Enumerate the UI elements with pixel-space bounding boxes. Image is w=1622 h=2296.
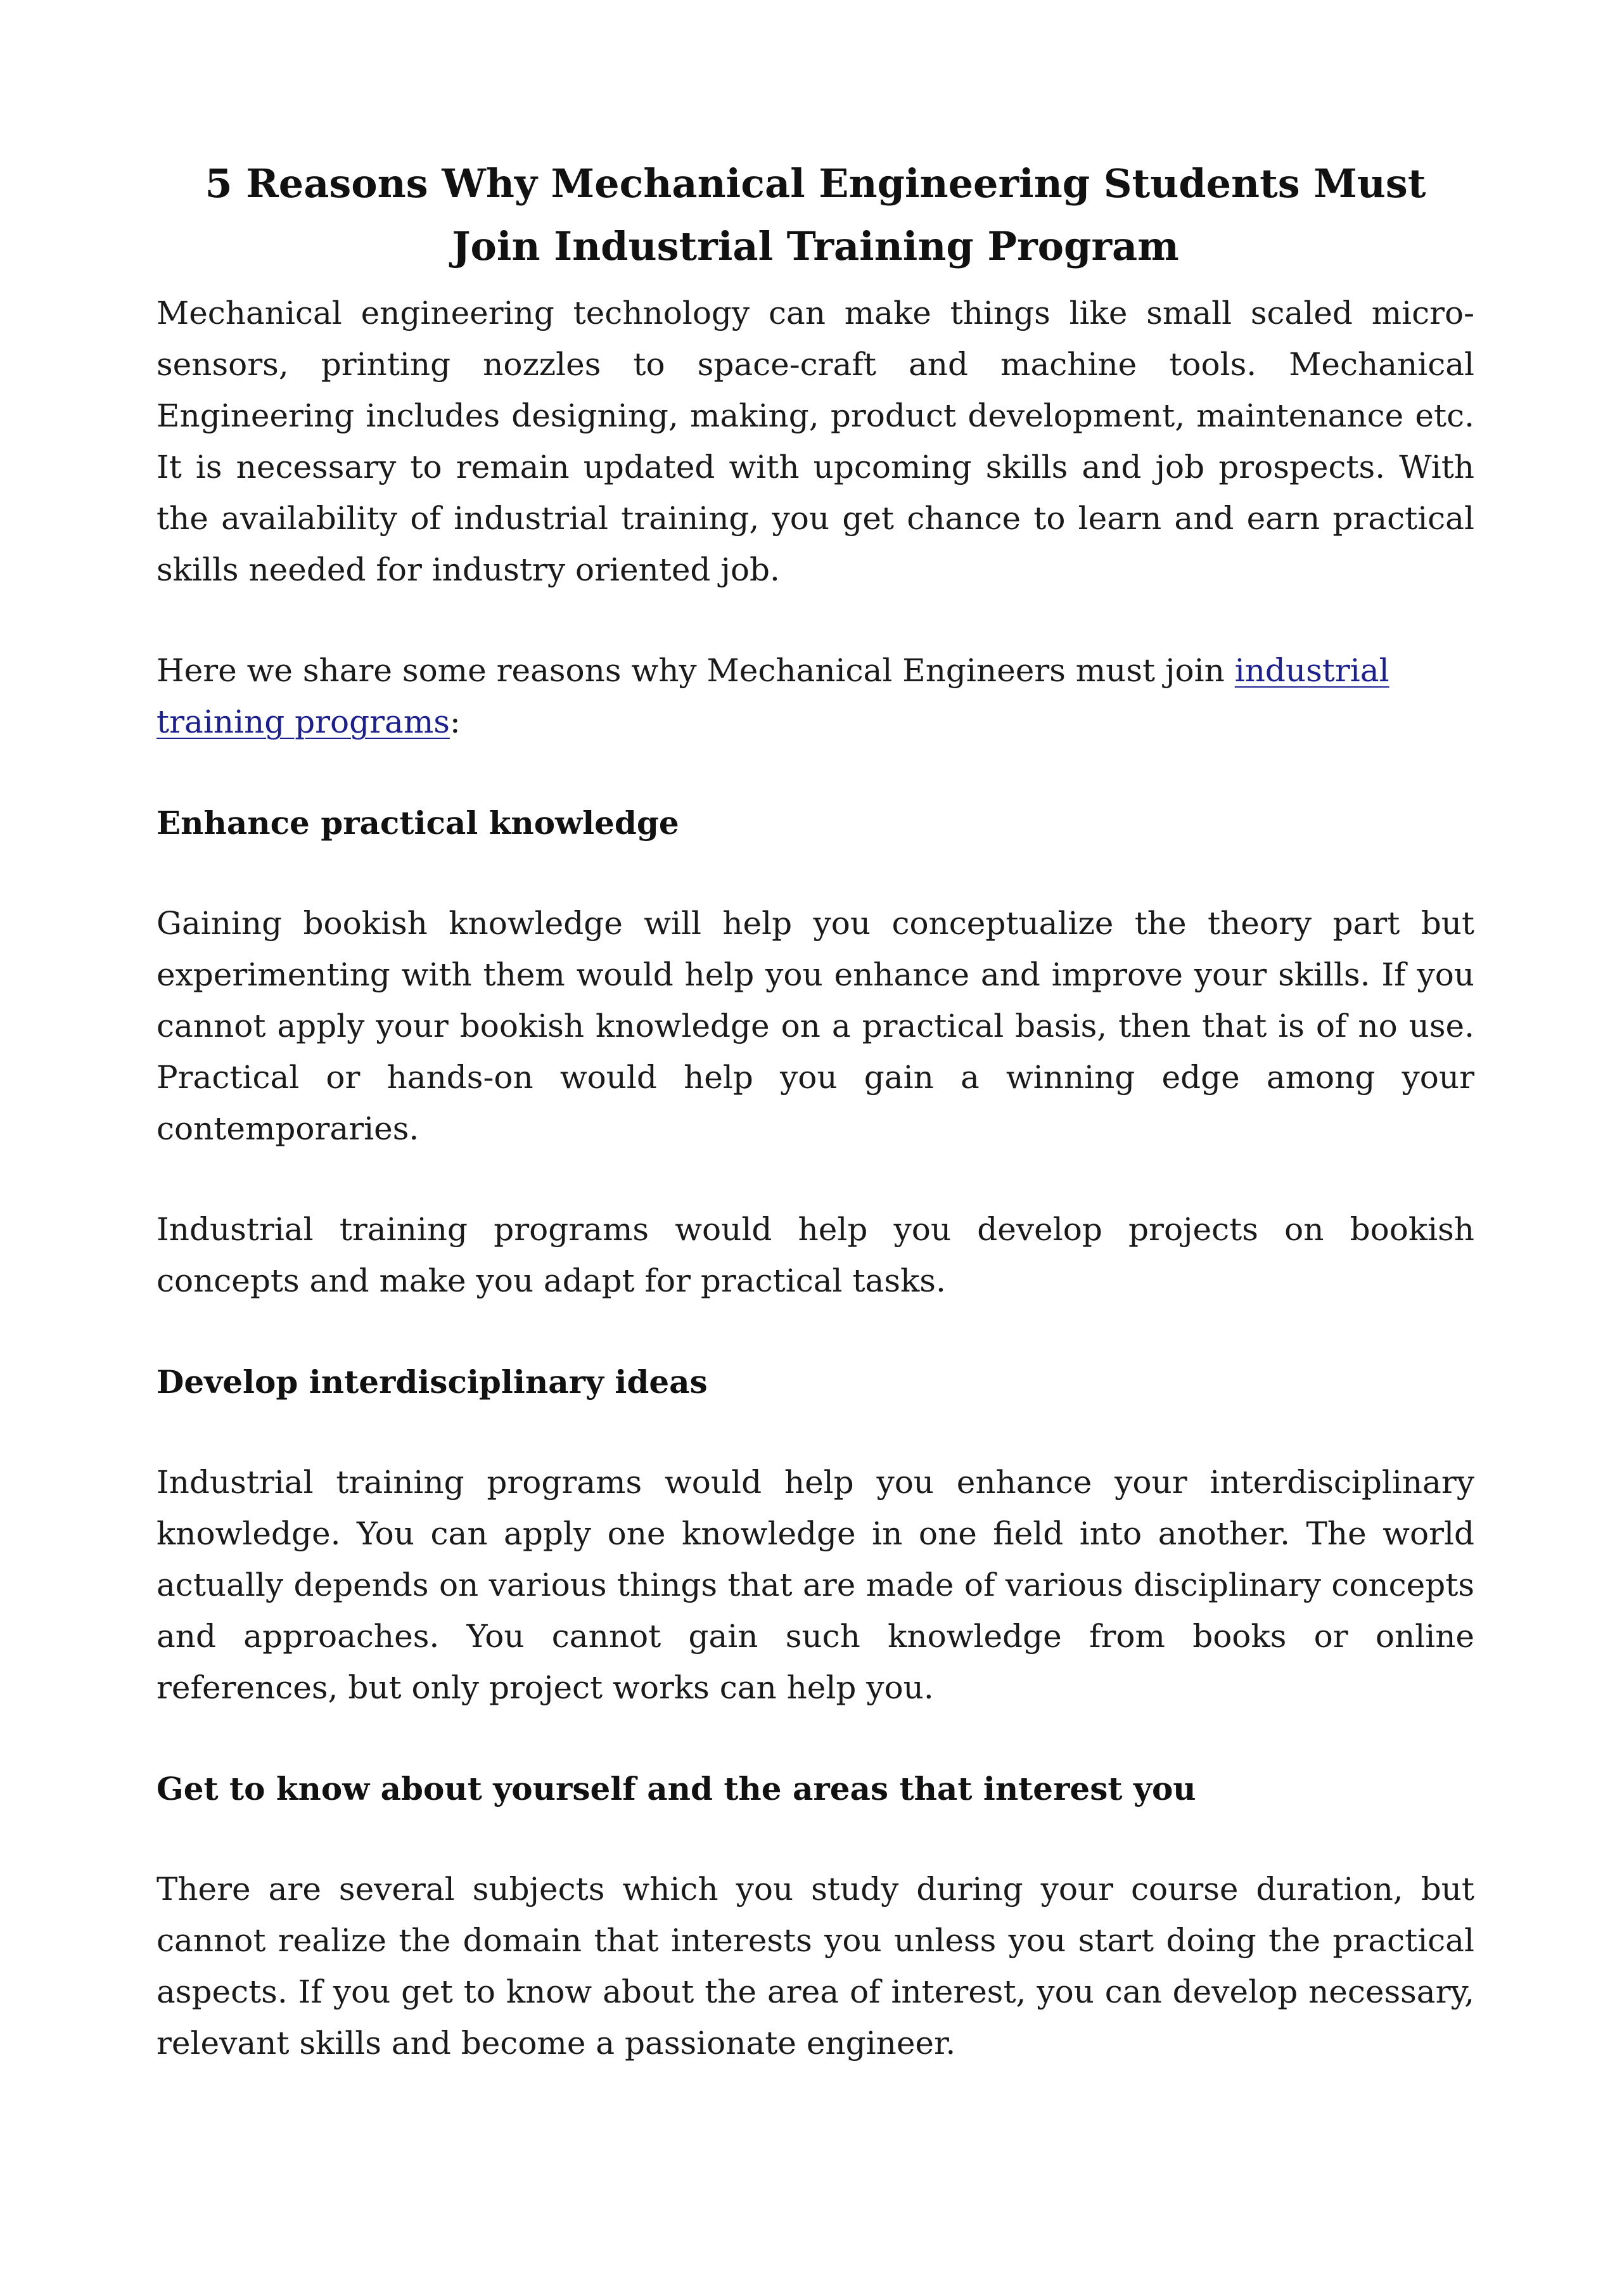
intro-paragraph: Mechanical engineering technology can make things like small scaled micro-sensors, printing nozzles to space-craft and machine tools. Mechanical Engineering includes designing, making, product development, maintenance etc. It is necessary to remain updated with upcoming skills and job prospects. With the availability of industrial training, you get chance to learn and earn practical skills needed for industry oriented job. [156,295,1474,588]
section-heading-interdisciplinary: Develop interdisciplinary ideas [156,1363,708,1401]
section-interdisciplinary-paragraph-1: Industrial training programs would help you enhance your interdisciplinary knowledge. You can apply one knowledge in one field into another. The world actually depends on various things that are made of various disciplinary concepts and approaches. You cannot gain such knowledge from books or online references, but only project works can help you. [156,1464,1474,1706]
document-body [156,152,1474,2069]
lead-text: Here we share some reasons why Mechanical Engineers must join [156,652,1235,689]
section-practical-paragraph-1: Gaining bookish knowledge will help you conceptualize the theory part but experimenting with them would help you enhance and improve your skills. If you cannot apply your bookish knowledge on a practical basis, then that is of no use. Practical or hands-on would help you gain a winning edge among your contemporaries. [156,905,1474,1147]
industrial-training-programs-link[interactable]: industrial training programs [156,652,1389,740]
lead-paragraph [156,645,1474,748]
section-practical-paragraph-2: Industrial training programs would help you develop projects on bookish concepts and make you adapt for practical tasks. [156,1211,1474,1299]
document-title: 5 Reasons Why Mechanical Engineering Students Must Join Industrial Training Program [205,160,1426,269]
lead-suffix: : [449,703,461,740]
section-heading-practical: Enhance practical knowledge [156,804,679,842]
section-interests-paragraph-1: There are several subjects which you study during your course duration, but cannot realize the domain that interests you unless you start doing the practical aspects. If you get to know about the area of interest, you can develop necessary, relevant skills and become a passionate engineer. [156,1871,1474,2062]
section-heading-interests: Get to know about yourself and the areas that interest you [156,1770,1196,1807]
